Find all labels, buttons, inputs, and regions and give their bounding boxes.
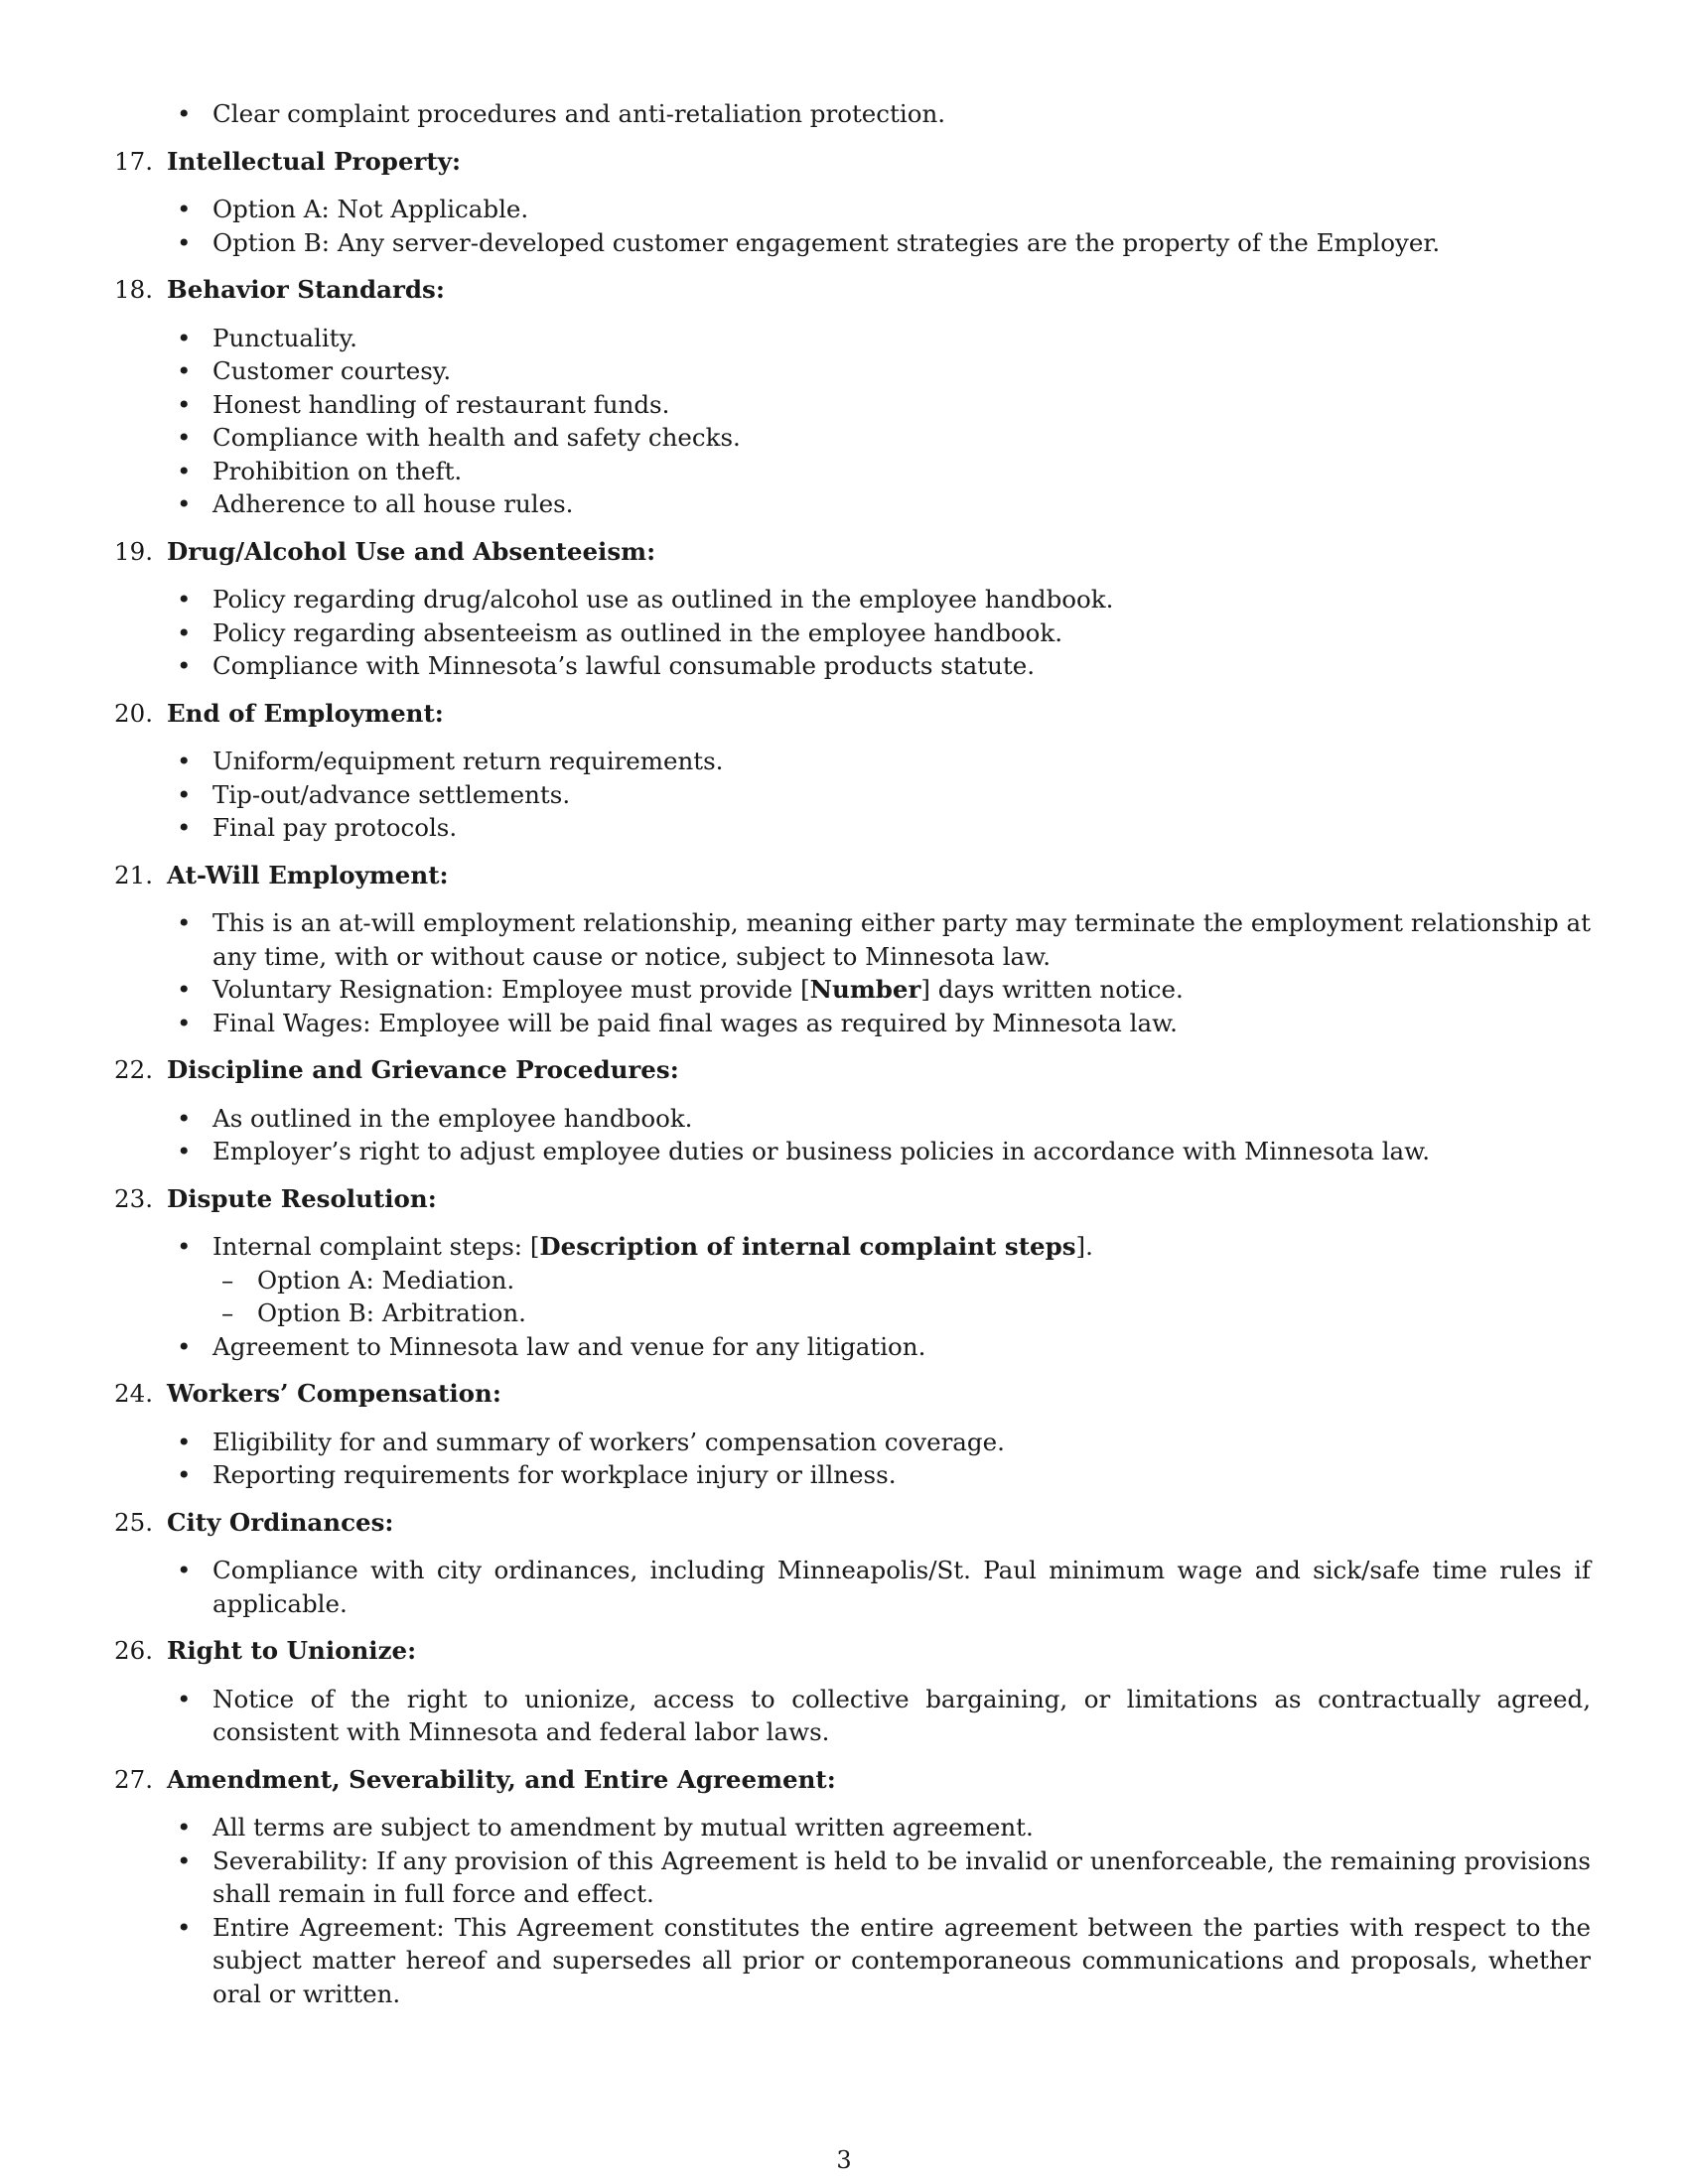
section-number: 18. — [114, 275, 153, 304]
internal-steps-placeholder: Description of internal complaint steps — [539, 1232, 1076, 1261]
list-item-text: Adherence to all house rules. — [212, 489, 574, 518]
list-item — [109, 1230, 1591, 1264]
document-body — [109, 97, 1591, 2024]
section-list — [109, 1554, 1591, 1620]
list-item-text: Uniform/equipment return requirements. — [212, 747, 724, 775]
section-number: 23. — [114, 1183, 153, 1213]
internal-steps-suffix: ]. — [1075, 1232, 1093, 1261]
list-item — [109, 1458, 1591, 1492]
list-item — [109, 487, 1591, 521]
list-item-text: This is an at-will employment relationship, meaning either party may terminate the employment relationship at any time, with or without cause or notice, subject to Minnesota law. — [212, 908, 1591, 971]
section-amendment-severability — [109, 1763, 1591, 2011]
section-end-of-employment — [109, 697, 1591, 845]
list-item-text: Policy regarding absenteeism as outlined in the employee handbook. — [212, 617, 1063, 647]
section-heading — [109, 1377, 1591, 1411]
list-item-text: Customer courtesy. — [212, 356, 452, 385]
page-number: 3 — [836, 2146, 852, 2174]
list-item-text: Option A: Not Applicable. — [212, 195, 529, 223]
section-number: 20. — [114, 698, 153, 728]
section-title: At-Will Employment: — [167, 860, 449, 889]
section-at-will-employment — [109, 859, 1591, 1040]
section-list — [109, 583, 1591, 683]
list-item-text: Agreement to Minnesota law and venue for any litigation. — [212, 1331, 926, 1361]
list-item — [109, 1911, 1591, 2011]
section-number: 25. — [114, 1507, 153, 1537]
sub-list-item — [109, 1264, 1591, 1297]
sub-list-item — [109, 1297, 1591, 1330]
section-title: Behavior Standards: — [167, 275, 445, 304]
bullet-icon: • — [177, 456, 192, 485]
dash-icon: – — [221, 1298, 234, 1327]
section-heading — [109, 697, 1591, 731]
list-item — [109, 583, 1591, 616]
list-item-text: Severability: If any provision of this Agreement is held to be invalid or unenforceable, the remaining provisions shall remain in full force and effect. — [212, 1845, 1591, 1908]
section-behavior-standards — [109, 273, 1591, 521]
bullet-icon: • — [177, 1684, 192, 1713]
bullet-icon: • — [177, 975, 192, 1004]
list-item — [109, 455, 1591, 488]
list-item-text: Compliance with Minnesota’s lawful consumable products statute. — [212, 651, 1036, 680]
list-item-text: Eligibility for and summary of workers’ compensation coverage. — [212, 1427, 1005, 1456]
section-heading — [109, 1763, 1591, 1797]
bullet-icon: • — [177, 617, 192, 647]
list-item — [109, 649, 1591, 683]
section-title: City Ordinances: — [167, 1507, 394, 1537]
list-item-text: Reporting requirements for workplace injury or illness. — [212, 1460, 897, 1489]
section-list — [109, 1102, 1591, 1168]
bullet-icon: • — [177, 1912, 192, 1942]
bullet-icon: • — [177, 1460, 192, 1489]
bullet-icon: • — [177, 1556, 192, 1584]
bullet-icon: • — [177, 1427, 192, 1456]
list-item — [109, 388, 1591, 422]
section-title: Workers’ Compensation: — [167, 1379, 501, 1408]
list-item — [109, 97, 1591, 131]
bullet-icon: • — [177, 389, 192, 419]
section-number: 17. — [114, 146, 153, 176]
section-heading — [109, 535, 1591, 569]
section-title: Discipline and Grievance Procedures: — [167, 1055, 679, 1084]
internal-steps-prefix: Internal complaint steps: [ — [212, 1232, 540, 1261]
bullet-icon: • — [177, 651, 192, 680]
section-city-ordinances — [109, 1506, 1591, 1621]
section-title: Drug/Alcohol Use and Absenteeism: — [167, 536, 656, 566]
section-list — [109, 745, 1591, 845]
section-list — [109, 1811, 1591, 2010]
resignation-prefix: Voluntary Resignation: Employee must provide [ — [212, 975, 810, 1004]
bullet-icon: • — [177, 813, 192, 842]
section-title: Intellectual Property: — [167, 146, 462, 176]
section-right-to-unionize — [109, 1634, 1591, 1749]
section-heading — [109, 859, 1591, 892]
list-item — [109, 778, 1591, 812]
section-number: 21. — [114, 860, 153, 889]
list-item-text: Honest handling of restaurant funds. — [212, 389, 670, 419]
section-list — [109, 193, 1591, 259]
bullet-icon: • — [177, 908, 192, 937]
section-heading — [109, 1182, 1591, 1216]
list-item — [109, 193, 1591, 226]
list-item-text: All terms are subject to amendment by mutual written agreement. — [212, 1813, 1034, 1842]
bullet-icon: • — [177, 779, 192, 809]
bullet-icon: • — [177, 1008, 192, 1037]
section-list — [109, 1426, 1591, 1492]
list-item — [109, 973, 1591, 1007]
list-item — [109, 1330, 1591, 1364]
list-item — [109, 322, 1591, 355]
list-item — [109, 811, 1591, 845]
section-title: End of Employment: — [167, 698, 444, 728]
list-item — [109, 745, 1591, 778]
bullet-icon: • — [177, 489, 192, 518]
section-intellectual-property — [109, 145, 1591, 260]
list-item-text: Prohibition on theft. — [212, 456, 463, 485]
section-dispute-resolution — [109, 1182, 1591, 1364]
list-item — [109, 1007, 1591, 1040]
list-item — [109, 1426, 1591, 1459]
bullet-icon: • — [177, 356, 192, 385]
list-item-text: Notice of the right to unionize, access to collective bargaining, or limitations as contractually agreed, consistent with Minnesota and federal labor laws. — [212, 1684, 1591, 1746]
bullet-icon: • — [177, 1813, 192, 1842]
number-placeholder: Number — [809, 975, 921, 1004]
list-item-text: Tip-out/advance settlements. — [212, 779, 571, 809]
section-workers-compensation — [109, 1377, 1591, 1492]
list-item — [109, 1135, 1591, 1168]
list-item-text: Employer’s right to adjust employee duties or business policies in accordance with Minnesota law. — [212, 1137, 1431, 1165]
bullet-icon: • — [177, 585, 192, 614]
sub-list-item-text: Option A: Mediation. — [257, 1265, 515, 1295]
section-list — [109, 1683, 1591, 1749]
list-item-text: Punctuality. — [212, 323, 357, 352]
bullet-icon: • — [177, 195, 192, 223]
bullet-icon: • — [177, 227, 192, 257]
section-title: Amendment, Severability, and Entire Agreement: — [167, 1764, 836, 1794]
list-item-text: Option B: Any server-developed customer engagement strategies are the property of the Employer. — [212, 227, 1441, 257]
section-heading — [109, 273, 1591, 307]
section-heading — [109, 1506, 1591, 1540]
list-item-text: Final Wages: Employee will be paid final wages as required by Minnesota law. — [212, 1008, 1178, 1037]
list-item-text: Compliance with city ordinances, including Minneapolis/St. Paul minimum wage and sick/safe time rules if applicable. — [212, 1556, 1591, 1618]
bullet-icon: • — [177, 1331, 192, 1361]
list-item-text: Entire Agreement: This Agreement constitutes the entire agreement between the parties with respect to the subject matter hereof and supersedes all prior or contemporaneous communications and proposals, whether oral or written. — [212, 1912, 1591, 2008]
lead-bullet-list — [109, 97, 1591, 131]
bullet-icon: • — [177, 323, 192, 352]
list-item — [109, 226, 1591, 260]
list-item-text: Final pay protocols. — [212, 813, 458, 842]
section-number: 22. — [114, 1055, 153, 1084]
section-drug-alcohol — [109, 535, 1591, 683]
resignation-suffix: ] days written notice. — [920, 975, 1184, 1004]
list-item — [109, 421, 1591, 455]
list-item — [109, 354, 1591, 388]
section-list — [109, 906, 1591, 1039]
list-item — [109, 1554, 1591, 1620]
section-heading — [109, 1634, 1591, 1668]
list-item-text: Clear complaint procedures and anti-retaliation protection. — [212, 99, 946, 128]
section-heading — [109, 1053, 1591, 1087]
bullet-icon: • — [177, 423, 192, 452]
bullet-icon: • — [177, 1137, 192, 1165]
dash-icon: – — [221, 1265, 234, 1295]
bullet-icon: • — [177, 1232, 192, 1261]
section-number: 27. — [114, 1764, 153, 1794]
bullet-icon: • — [177, 1845, 192, 1875]
section-number: 26. — [114, 1636, 153, 1665]
bullet-icon: • — [177, 747, 192, 775]
sub-list-item-text: Option B: Arbitration. — [257, 1298, 526, 1327]
section-number: 19. — [114, 536, 153, 566]
list-item-text: Policy regarding drug/alcohol use as outlined in the employee handbook. — [212, 585, 1114, 614]
list-item-text: As outlined in the employee handbook. — [212, 1103, 693, 1133]
bullet-icon: • — [177, 99, 192, 128]
list-item-text — [212, 1230, 1591, 1264]
list-item — [109, 1811, 1591, 1844]
bullet-icon: • — [177, 1103, 192, 1133]
list-item-text — [212, 973, 1591, 1007]
list-item — [109, 906, 1591, 973]
section-title: Dispute Resolution: — [167, 1183, 437, 1213]
section-discipline-grievance — [109, 1053, 1591, 1168]
list-item — [109, 1102, 1591, 1136]
list-item — [109, 1844, 1591, 1911]
section-title: Right to Unionize: — [167, 1636, 417, 1665]
list-item — [109, 616, 1591, 650]
list-item-text: Compliance with health and safety checks. — [212, 423, 741, 452]
section-list — [109, 1230, 1591, 1363]
section-heading — [109, 145, 1591, 179]
section-number: 24. — [114, 1379, 153, 1408]
list-item — [109, 1683, 1591, 1749]
section-list — [109, 322, 1591, 521]
